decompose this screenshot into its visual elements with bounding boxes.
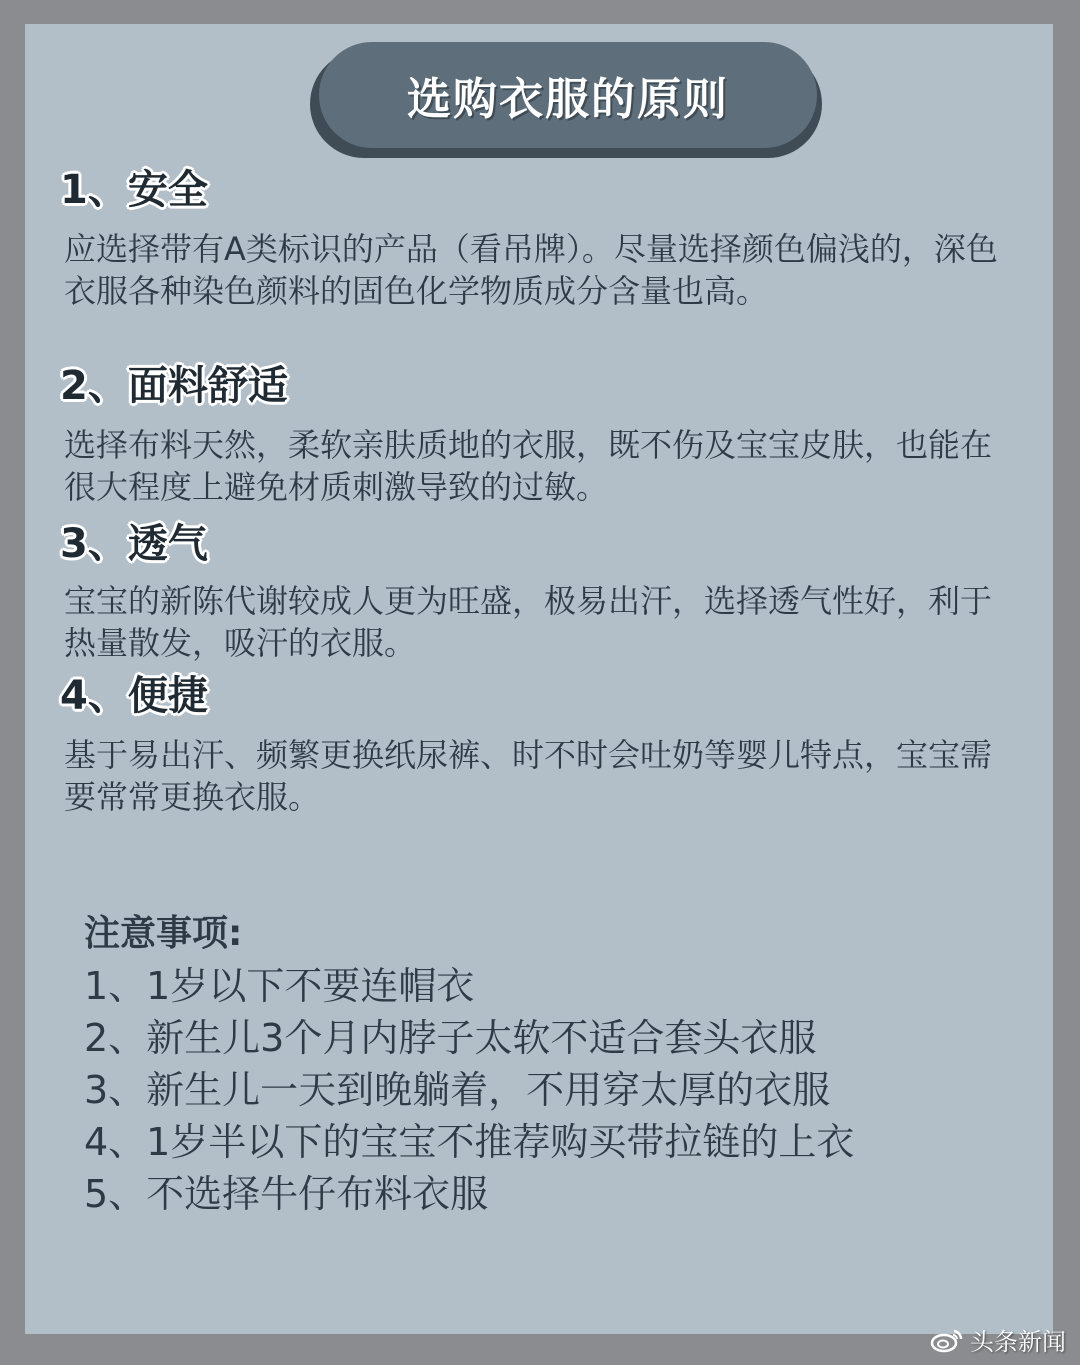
list-item: 1、1岁以下不要连帽衣: [84, 964, 475, 1008]
title-banner: [319, 42, 817, 148]
page-title: 选购衣服的原则: [407, 74, 729, 125]
list-item: 3、新生儿一天到晚躺着，不用穿太厚的衣服: [84, 1068, 831, 1112]
section-heading-breathable: 3、透气: [60, 521, 208, 567]
section-body-comfort: 选择布料天然，柔软亲肤质地的衣服，既不伤及宝宝皮肤，也能在很大程度上避免材质刺激导致的过敏。: [64, 426, 993, 506]
watermark: [930, 1322, 1066, 1357]
list-item: 2、新生儿3个月内脖子太软不适合套头衣服: [84, 1016, 817, 1060]
weibo-icon: [930, 1327, 964, 1353]
notes-heading: 注意事项:: [84, 913, 243, 954]
section-body-safety: 应选择带有A类标识的产品（看吊牌）。尽量选择颜色偏浅的，深色衣服各种染色颜料的固色化学物质成分含量也高。: [64, 230, 998, 310]
list-item: 5、不选择牛仔布料衣服: [84, 1172, 489, 1216]
section-heading-convenient: 4、便捷: [60, 673, 208, 719]
section-body-breathable: 宝宝的新陈代谢较成人更为旺盛，极易出汗，选择透气性好，利于热量散发，吸汗的衣服。: [64, 582, 993, 662]
watermark-text: 头条新闻: [970, 1328, 1066, 1356]
section-body-convenient: 基于易出汗、频繁更换纸尿裤、时不时会吐奶等婴儿特点，宝宝需要常常更换衣服。: [64, 736, 993, 816]
list-item: 4、1岁半以下的宝宝不推荐购买带拉链的上衣: [84, 1120, 855, 1164]
notes-list: [84, 960, 984, 1220]
section-heading-comfort: 2、面料舒适: [60, 363, 288, 409]
section-heading-safety: 1、安全: [60, 167, 208, 213]
